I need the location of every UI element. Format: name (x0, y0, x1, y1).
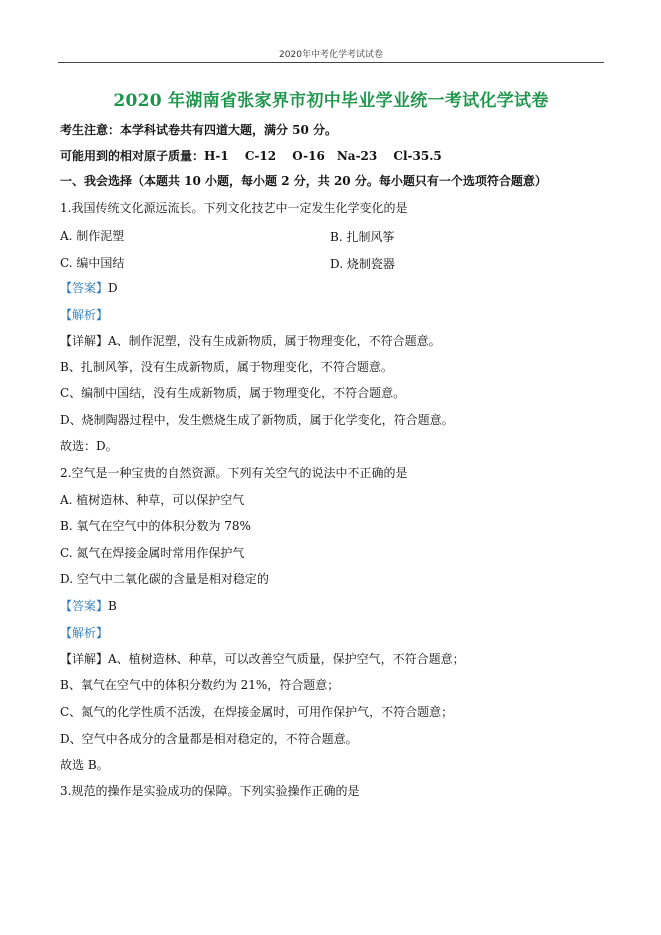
q1-answer (60, 280, 118, 296)
q1-option-b: B. 扎制风筝 (330, 230, 395, 244)
q1-analysis-label: 【解析】 (60, 308, 109, 322)
q2-option-c: C. 氮气在焊接金属时常用作保护气 (60, 546, 245, 560)
q2-detail-0 (60, 651, 465, 667)
notice: 考生注意：本学科试卷共有四道大题，满分 50 分。 (60, 123, 338, 137)
q1-detail-2: C、编制中国结，没有生成新物质，属于物理变化，不符合题意。 (60, 386, 406, 400)
q1-option-d: D. 烧制瓷器 (330, 257, 395, 271)
q1-detail-1: B、扎制风筝，没有生成新物质，属于物理变化，不符合题意。 (60, 360, 393, 374)
question-3-stem: 3.规范的操作是实验成功的保障。下列实验操作正确的是 (60, 784, 360, 798)
detail-text: A、制作泥塑，没有生成新物质，属于物理变化，不符合题意。 (108, 334, 441, 348)
atomic-masses: 可能用到的相对原子质量：H-1 C-12 O-16 Na-23 Cl-35.5 (60, 149, 442, 163)
q2-analysis-label: 【解析】 (60, 626, 109, 640)
q1-conclusion: 故选：D。 (60, 439, 118, 453)
header-divider (58, 62, 604, 63)
q1-detail-3: D、烧制陶器过程中，发生燃烧生成了新物质，属于化学变化，符合题意。 (60, 413, 454, 427)
answer-value: D (108, 281, 118, 295)
q2-detail-3: D、空气中各成分的含量都是相对稳定的，不符合题意。 (60, 732, 358, 746)
q2-option-a: A. 植树造林、种草，可以保护空气 (60, 493, 245, 507)
q2-option-d: D. 空气中二氧化碳的含量是相对稳定的 (60, 572, 269, 586)
question-1-stem: 1.我国传统文化源远流长。下列文化技艺中一定发生化学变化的是 (60, 201, 408, 215)
q1-option-c: C. 编中国结 (60, 256, 125, 270)
exam-title: 2020 年湖南省张家界市初中毕业学业统一考试化学试卷 (113, 91, 549, 111)
q2-detail-1: B、氧气在空气中的体积分数约为 21%，符合题意； (60, 678, 340, 692)
page-header: 2020年中考化学考试试卷 (279, 50, 383, 60)
q2-answer (60, 598, 117, 614)
answer-label: 【答案】 (60, 281, 109, 295)
answer-label: 【答案】 (60, 599, 109, 613)
q1-option-a: A. 制作泥塑 (60, 229, 125, 243)
answer-value: B (108, 599, 117, 613)
q2-conclusion: 故选 B。 (60, 758, 109, 772)
detail-label: 【详解】 (60, 652, 109, 666)
q2-option-b: B. 氧气在空气中的体积分数为 78% (60, 519, 251, 533)
q2-detail-2: C、氮气的化学性质不活泼，在焊接金属时，可用作保护气，不符合题意； (60, 705, 454, 719)
detail-text: A、植树造林、种草，可以改善空气质量，保护空气，不符合题意； (108, 652, 465, 666)
section-heading: 一、我会选择（本题共 10 小题，每小题 2 分，共 20 分。每小题只有一个选项符合题意） (60, 174, 547, 188)
detail-label: 【详解】 (60, 334, 109, 348)
q1-detail-0 (60, 333, 441, 349)
question-2-stem: 2.空气是一种宝贵的自然资源。下列有关空气的说法中不正确的是 (60, 466, 408, 480)
